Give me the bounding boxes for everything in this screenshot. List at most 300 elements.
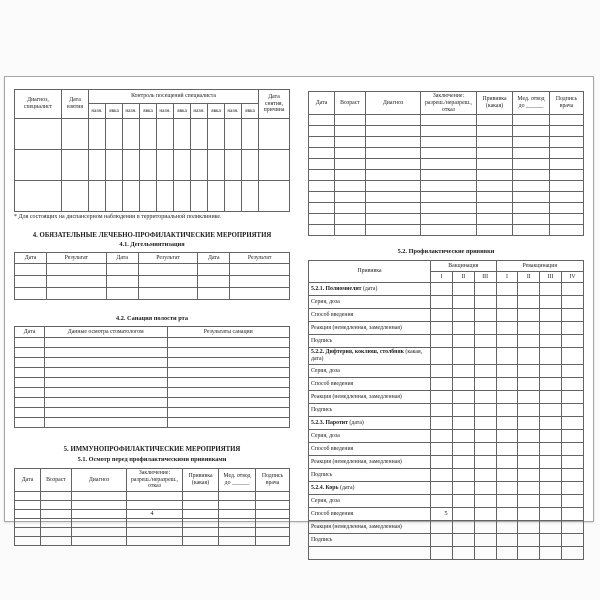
vaccination-row [309, 322, 584, 335]
empty-cell [540, 378, 562, 391]
empty-form-row [309, 126, 584, 137]
empty-cell [15, 501, 41, 510]
empty-cell [140, 150, 157, 181]
empty-cell [513, 170, 550, 181]
empty-cell [513, 203, 550, 214]
empty-cell [45, 338, 168, 348]
empty-cell [477, 170, 513, 181]
empty-cell [366, 214, 421, 225]
empty-cell [540, 391, 562, 404]
empty-cell [513, 115, 550, 126]
empty-cell [15, 492, 41, 501]
empty-cell [540, 365, 562, 378]
empty-cell [256, 492, 290, 501]
empty-form-row [15, 501, 290, 510]
section-5-2-title: 5.2. Профилактические прививки [397, 248, 495, 256]
empty-cell [431, 482, 453, 495]
empty-cell [309, 214, 335, 225]
empty-cell [15, 528, 41, 537]
empty-cell [41, 528, 72, 537]
vaccination-row [309, 391, 584, 404]
empty-form-row [15, 528, 290, 537]
vaccination-row [309, 348, 584, 365]
empty-cell [452, 495, 474, 508]
empty-cell [191, 119, 208, 150]
empty-cell [518, 391, 540, 404]
empty-cell [421, 126, 477, 137]
subcol-visit: явка [174, 104, 191, 119]
empty-cell [452, 534, 474, 547]
empty-cell [550, 214, 584, 225]
empty-cell [123, 150, 140, 181]
col-vaccine-which: Прививка (какая) [183, 468, 219, 491]
empty-cell [219, 492, 256, 501]
deworming-header-row [15, 253, 290, 264]
empty-cell [431, 469, 453, 482]
empty-cell [540, 547, 562, 560]
vaccination-row-label: 5.2.4. Корь (дата) [309, 482, 431, 495]
empty-cell [45, 418, 168, 428]
vaccination-row-label: Серия, доза [309, 296, 431, 309]
empty-cell [431, 521, 453, 534]
empty-form-row [309, 115, 584, 126]
empty-cell [562, 495, 584, 508]
empty-cell [474, 404, 496, 417]
empty-cell [540, 417, 562, 430]
empty-cell [167, 378, 290, 388]
empty-cell [183, 501, 219, 510]
vaccination-row [309, 534, 584, 547]
empty-form-row [15, 264, 290, 276]
pre-vaccination-exam-table [14, 468, 290, 546]
empty-form-row [15, 492, 290, 501]
empty-form-row [15, 150, 290, 181]
empty-cell [562, 469, 584, 482]
empty-cell [157, 119, 174, 150]
empty-form-row [309, 148, 584, 159]
empty-cell [62, 150, 89, 181]
empty-cell [45, 368, 168, 378]
empty-cell [474, 391, 496, 404]
empty-cell [477, 225, 513, 236]
empty-cell [562, 283, 584, 296]
empty-cell [127, 528, 183, 537]
vaccination-row-label: 5.2.1. Полиомиелит (дата) [309, 283, 431, 296]
empty-cell [167, 338, 290, 348]
col-specialist-visit-control: Контроль посещений специалиста [89, 90, 259, 104]
empty-cell [540, 495, 562, 508]
empty-cell [366, 170, 421, 181]
col-date: Дата [15, 253, 47, 264]
empty-cell [259, 181, 290, 212]
empty-form-row [15, 418, 290, 428]
empty-cell [191, 181, 208, 212]
empty-cell [219, 528, 256, 537]
empty-cell [106, 264, 138, 276]
empty-cell [62, 119, 89, 150]
empty-form-row [15, 338, 290, 348]
empty-cell [15, 338, 45, 348]
empty-cell [474, 456, 496, 469]
vaccination-row-label: Способ введения [309, 378, 431, 391]
empty-cell [15, 519, 41, 528]
empty-cell [431, 296, 453, 309]
empty-cell [477, 148, 513, 159]
empty-cell [366, 115, 421, 126]
empty-cell [15, 408, 45, 418]
empty-cell [496, 283, 518, 296]
empty-cell [106, 276, 138, 288]
empty-form-row [309, 225, 584, 236]
empty-cell [431, 534, 453, 547]
empty-cell [15, 276, 47, 288]
empty-cell [15, 368, 45, 378]
empty-cell [452, 469, 474, 482]
empty-cell [167, 398, 290, 408]
empty-cell [140, 181, 157, 212]
empty-cell [431, 404, 453, 417]
empty-cell [183, 492, 219, 501]
empty-cell [225, 181, 242, 212]
empty-cell [123, 119, 140, 150]
empty-cell [366, 137, 421, 148]
vaccination-row [309, 283, 584, 296]
empty-cell [496, 378, 518, 391]
empty-cell [452, 283, 474, 296]
vaccination-row [309, 378, 584, 391]
col-medical-exemption: Мед. отвод до ______ [219, 468, 256, 491]
empty-cell [15, 150, 62, 181]
empty-cell [452, 547, 474, 560]
empty-cell [550, 115, 584, 126]
empty-form-row [15, 368, 290, 378]
deworming-table [14, 252, 290, 300]
empty-cell [540, 296, 562, 309]
empty-cell [157, 181, 174, 212]
empty-cell [452, 456, 474, 469]
empty-cell [452, 348, 474, 365]
empty-cell [496, 404, 518, 417]
col-date: Дата [106, 253, 138, 264]
empty-cell [518, 335, 540, 348]
vaccination-row [309, 430, 584, 443]
exam-header-row [309, 92, 584, 115]
subcol-appointed: назн. [225, 104, 242, 119]
empty-cell [41, 519, 72, 528]
empty-cell [309, 192, 335, 203]
empty-form-row [309, 137, 584, 148]
empty-cell [518, 482, 540, 495]
empty-cell [474, 417, 496, 430]
empty-form-row [15, 378, 290, 388]
empty-cell [89, 181, 106, 212]
empty-cell [540, 534, 562, 547]
empty-cell [167, 388, 290, 398]
vaccination-row [309, 404, 584, 417]
empty-cell [230, 288, 290, 300]
empty-cell [540, 456, 562, 469]
vaccination-row [309, 365, 584, 378]
empty-cell [15, 358, 45, 368]
vaccination-row [309, 309, 584, 322]
empty-cell [183, 537, 219, 546]
page-number-left: 4 [150, 510, 154, 517]
col-date-removed-reason: Дата снятия, причина [259, 90, 290, 119]
dispensary-observation-table [14, 89, 290, 212]
empty-cell [219, 501, 256, 510]
dispensary-footnote: * Для состоящих на диспансерном наблюдении в территориальной поликлинике. [14, 214, 222, 220]
empty-cell [518, 322, 540, 335]
vaccination-row [309, 335, 584, 348]
empty-cell [550, 137, 584, 148]
empty-cell [518, 534, 540, 547]
empty-cell [477, 192, 513, 203]
empty-cell [452, 443, 474, 456]
empty-cell [431, 443, 453, 456]
empty-cell [15, 181, 62, 212]
empty-cell [513, 214, 550, 225]
empty-cell [518, 283, 540, 296]
empty-cell [474, 521, 496, 534]
empty-cell [562, 348, 584, 365]
col-revaccination-1: I [496, 272, 518, 283]
empty-form-row [15, 519, 290, 528]
empty-cell [45, 378, 168, 388]
empty-cell [366, 126, 421, 137]
empty-cell [421, 214, 477, 225]
empty-cell [72, 537, 127, 546]
empty-cell [540, 521, 562, 534]
empty-cell [421, 148, 477, 159]
empty-cell [562, 335, 584, 348]
empty-cell [452, 391, 474, 404]
col-vaccination-1: I [431, 272, 453, 283]
vaccination-row [309, 456, 584, 469]
empty-cell [496, 296, 518, 309]
empty-cell [431, 335, 453, 348]
empty-cell [518, 456, 540, 469]
empty-cell [335, 115, 366, 126]
page-left [5, 77, 299, 521]
empty-cell [496, 322, 518, 335]
empty-cell [421, 159, 477, 170]
empty-cell [474, 378, 496, 391]
col-date: Дата [198, 253, 230, 264]
empty-cell [106, 181, 123, 212]
empty-cell [477, 214, 513, 225]
empty-cell [309, 181, 335, 192]
empty-cell [562, 443, 584, 456]
empty-cell [452, 404, 474, 417]
col-dentist-exam-data: Данные осмотра стоматологом [45, 327, 168, 338]
empty-cell [540, 443, 562, 456]
empty-cell [309, 126, 335, 137]
vaccination-row-label: Способ введения [309, 309, 431, 322]
group-vaccination: Вакцинация [431, 261, 497, 272]
empty-cell [421, 137, 477, 148]
empty-cell [550, 170, 584, 181]
empty-cell [496, 348, 518, 365]
empty-cell [496, 365, 518, 378]
empty-cell [550, 159, 584, 170]
empty-cell [513, 148, 550, 159]
empty-cell [191, 150, 208, 181]
empty-cell [123, 181, 140, 212]
empty-form-row [15, 276, 290, 288]
vaccination-row [309, 521, 584, 534]
empty-cell [45, 358, 168, 368]
col-revaccination-3: III [540, 272, 562, 283]
empty-cell [259, 119, 290, 150]
empty-cell [242, 119, 259, 150]
empty-cell [474, 534, 496, 547]
empty-cell [496, 495, 518, 508]
empty-cell [167, 348, 290, 358]
empty-form-row [15, 408, 290, 418]
col-doctor-signature: Подпись врача [256, 468, 290, 491]
col-doctor-signature: Подпись врача [550, 92, 584, 115]
empty-form-row [309, 181, 584, 192]
empty-cell [335, 137, 366, 148]
empty-cell [562, 547, 584, 560]
oral-sanitation-header-row [15, 327, 290, 338]
vaccination-row-label: Подпись [309, 469, 431, 482]
subcol-visit: явка [140, 104, 157, 119]
empty-cell [518, 348, 540, 365]
empty-cell [45, 348, 168, 358]
empty-cell [167, 358, 290, 368]
vaccination-row-label: Подпись [309, 404, 431, 417]
empty-cell [518, 378, 540, 391]
empty-cell [335, 159, 366, 170]
col-result: Результат [230, 253, 290, 264]
empty-cell [72, 528, 127, 537]
vaccination-row [309, 443, 584, 456]
empty-cell [167, 418, 290, 428]
subcol-visit: явка [106, 104, 123, 119]
empty-cell [15, 418, 45, 428]
empty-cell [562, 309, 584, 322]
page-number-right: 5 [444, 510, 448, 517]
empty-cell [127, 537, 183, 546]
subcol-appointed: назн. [157, 104, 174, 119]
empty-cell [496, 456, 518, 469]
empty-cell [513, 225, 550, 236]
vaccination-row-label: Серия, доза [309, 495, 431, 508]
empty-cell [518, 547, 540, 560]
col-date-taken: Дата взятия [62, 90, 89, 119]
empty-cell [496, 469, 518, 482]
empty-cell [452, 365, 474, 378]
empty-cell [518, 404, 540, 417]
col-sanitation-results: Результаты санации [167, 327, 290, 338]
empty-cell [431, 430, 453, 443]
vaccination-row [309, 417, 584, 430]
empty-cell [89, 119, 106, 150]
empty-cell [198, 288, 230, 300]
empty-cell [496, 547, 518, 560]
empty-cell [550, 192, 584, 203]
empty-cell [474, 283, 496, 296]
empty-cell [47, 264, 107, 276]
vaccination-row [309, 296, 584, 309]
col-revaccination-4: IV [562, 272, 584, 283]
empty-cell [452, 482, 474, 495]
empty-cell [550, 225, 584, 236]
empty-cell [518, 430, 540, 443]
empty-cell [431, 348, 453, 365]
empty-form-row [15, 388, 290, 398]
col-conclusion: Заключение: разреш./неразреш., отказ [421, 92, 477, 115]
empty-cell [15, 119, 62, 150]
empty-cell [106, 119, 123, 150]
empty-cell [496, 391, 518, 404]
empty-cell [157, 150, 174, 181]
vaccination-row-label: Реакция (немедленная, замедленная) [309, 322, 431, 335]
empty-cell [474, 365, 496, 378]
empty-cell [550, 148, 584, 159]
empty-cell [550, 181, 584, 192]
empty-cell [431, 309, 453, 322]
empty-cell [140, 119, 157, 150]
empty-cell [513, 126, 550, 137]
empty-cell [45, 398, 168, 408]
empty-cell [513, 137, 550, 148]
empty-cell [477, 115, 513, 126]
subcol-appointed: назн. [89, 104, 106, 119]
empty-form-row [15, 119, 290, 150]
empty-cell [496, 534, 518, 547]
empty-cell [41, 501, 72, 510]
empty-cell [41, 492, 72, 501]
empty-cell [477, 137, 513, 148]
col-result: Результат [138, 253, 198, 264]
empty-cell [127, 501, 183, 510]
empty-cell [72, 492, 127, 501]
empty-cell [256, 537, 290, 546]
empty-cell [256, 501, 290, 510]
col-medical-exemption: Мед. отвод до ______ [513, 92, 550, 115]
empty-cell [496, 521, 518, 534]
subcol-appointed: назн. [191, 104, 208, 119]
empty-cell [474, 296, 496, 309]
col-diagnosis: Диагноз [366, 92, 421, 115]
empty-cell [540, 283, 562, 296]
empty-cell [540, 348, 562, 365]
col-diagnosis: Диагноз [72, 468, 127, 491]
empty-cell [452, 417, 474, 430]
empty-cell [225, 150, 242, 181]
empty-cell [452, 378, 474, 391]
empty-cell [562, 482, 584, 495]
empty-cell [106, 288, 138, 300]
empty-cell [309, 203, 335, 214]
empty-cell [183, 519, 219, 528]
document-spread [4, 76, 594, 543]
empty-cell [256, 519, 290, 528]
empty-cell [540, 469, 562, 482]
empty-cell [208, 119, 225, 150]
empty-cell [15, 348, 45, 358]
vaccination-row-label: 5.2.2. Дифтерия, коклюш, столбняк (какая, дата) [309, 348, 431, 365]
empty-cell [540, 430, 562, 443]
empty-cell [452, 335, 474, 348]
col-revaccination-2: II [518, 272, 540, 283]
col-vaccination-2: II [452, 272, 474, 283]
vaccination-row-label: 5.2.3. Паротит (дата) [309, 417, 431, 430]
empty-cell [106, 150, 123, 181]
vaccination-row [309, 469, 584, 482]
